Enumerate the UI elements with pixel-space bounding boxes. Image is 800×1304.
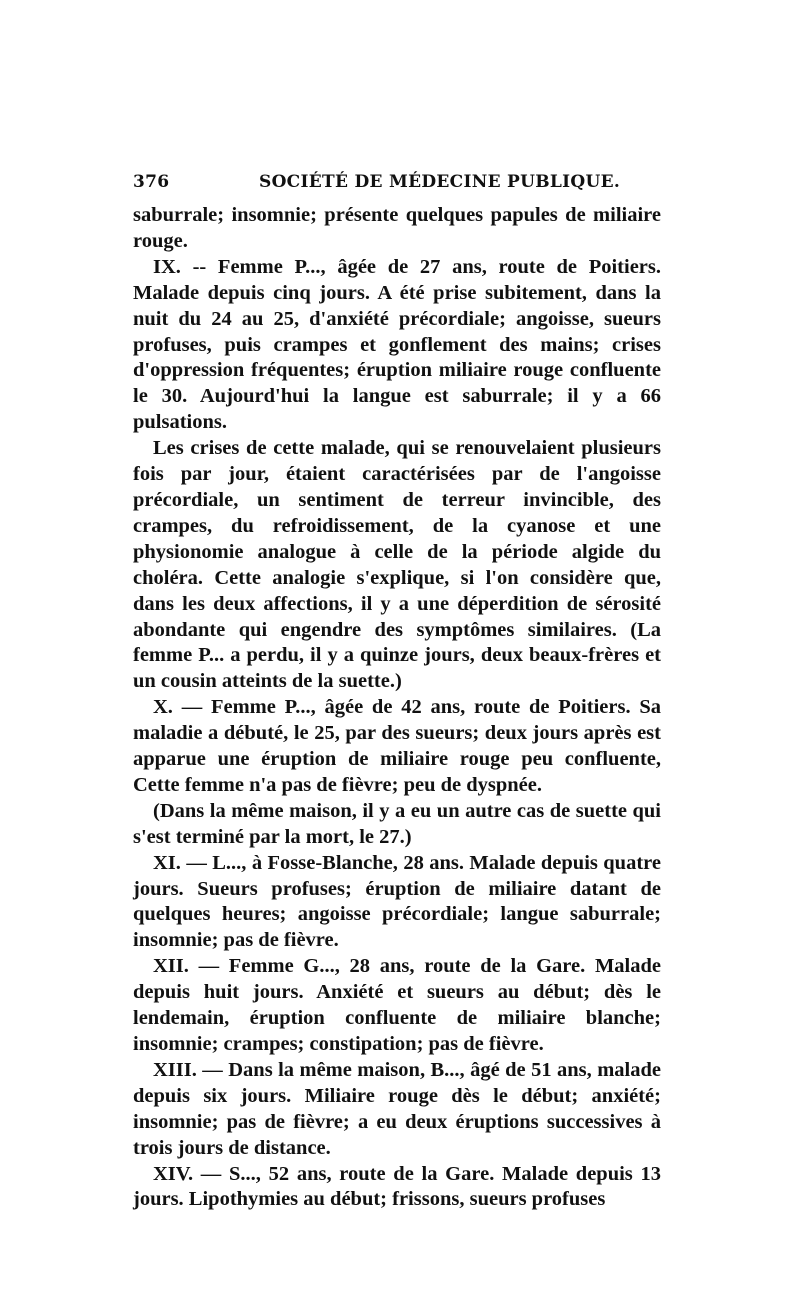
paragraph-case-ix-commentary: Les crises de cette malade, qui se renouvelaient plusieurs fois par jour, étaient caractérisées par de l'angoisse précordiale, un sentiment de terreur invincible, des crampes, du refroidissement, de la cyanose et une physionomie analogue à celle de la période algide du choléra. Cette analogie s'explique, si l'on considère que, dans les deux affections, il y a une déperdition de sérosité abondante qui engendre des symptômes similaires. (La femme P... a perdu, il y a quinze jours, deux beaux-frères et un cousin atteints de la suette.) [133,437,661,693]
running-head [133,172,663,198]
paragraph-case-xi: XI. — L..., à Fosse-Blanche, 28 ans. Malade depuis quatre jours. Sueurs profuses; éruption de miliaire datant de quelques heures; angoisse précordiale; langue saburrale; insomnie; pas de fièvre. [133,851,661,952]
paragraph-case-x-note: (Dans la même maison, il y a eu un autre cas de suette qui s'est terminé par la mort, le 27.) [133,799,661,848]
paragraph-case-xiv: XIV. — S..., 52 ans, route de la Gare. Malade depuis 13 jours. Lipothymies au début; frissons, sueurs profuses [133,1162,661,1211]
running-title: SOCIÉTÉ DE MÉDECINE PUBLIQUE. [259,172,621,192]
paragraph-continuation: saburrale; insomnie; présente quelques papules de miliaire rouge. [133,204,661,252]
paragraph-case-xiii: XIII. — Dans la même maison, B..., âgé de 51 ans, malade depuis six jours. Miliaire rouge dès le début; anxiété; insomnie; pas de fièvre; a eu deux éruptions successives à trois jours de distance. [133,1058,661,1159]
page-number: 376 [133,172,170,192]
paragraph-case-ix: IX. -- Femme P..., âgée de 27 ans, route de Poitiers. Malade depuis cinq jours. A été prise subitement, dans la nuit du 24 au 25, d'anxiété précordiale; angoisse, sueurs profuses, puis crampes et gonflement des mains; crises d'oppression fréquentes; éruption miliaire rouge confluente le 30. Aujourd'hui la langue est saburrale; il y a 66 pulsations. [133,255,661,434]
body-text [133,203,661,1213]
paragraph-case-x: X. — Femme P..., âgée de 42 ans, route de Poitiers. Sa maladie a débuté, le 25, par des sueurs; deux jours après est apparue une éruption de miliaire rouge peu confluente, Cette femme n'a pas de fièvre; peu de dyspnée. [133,696,661,796]
paragraph-case-xii: XII. — Femme G..., 28 ans, route de la Gare. Malade depuis huit jours. Anxiété et sueurs au début; dès le lendemain, éruption confluente de miliaire blanche; insomnie; crampes; constipation; pas de fièvre. [133,955,661,1055]
